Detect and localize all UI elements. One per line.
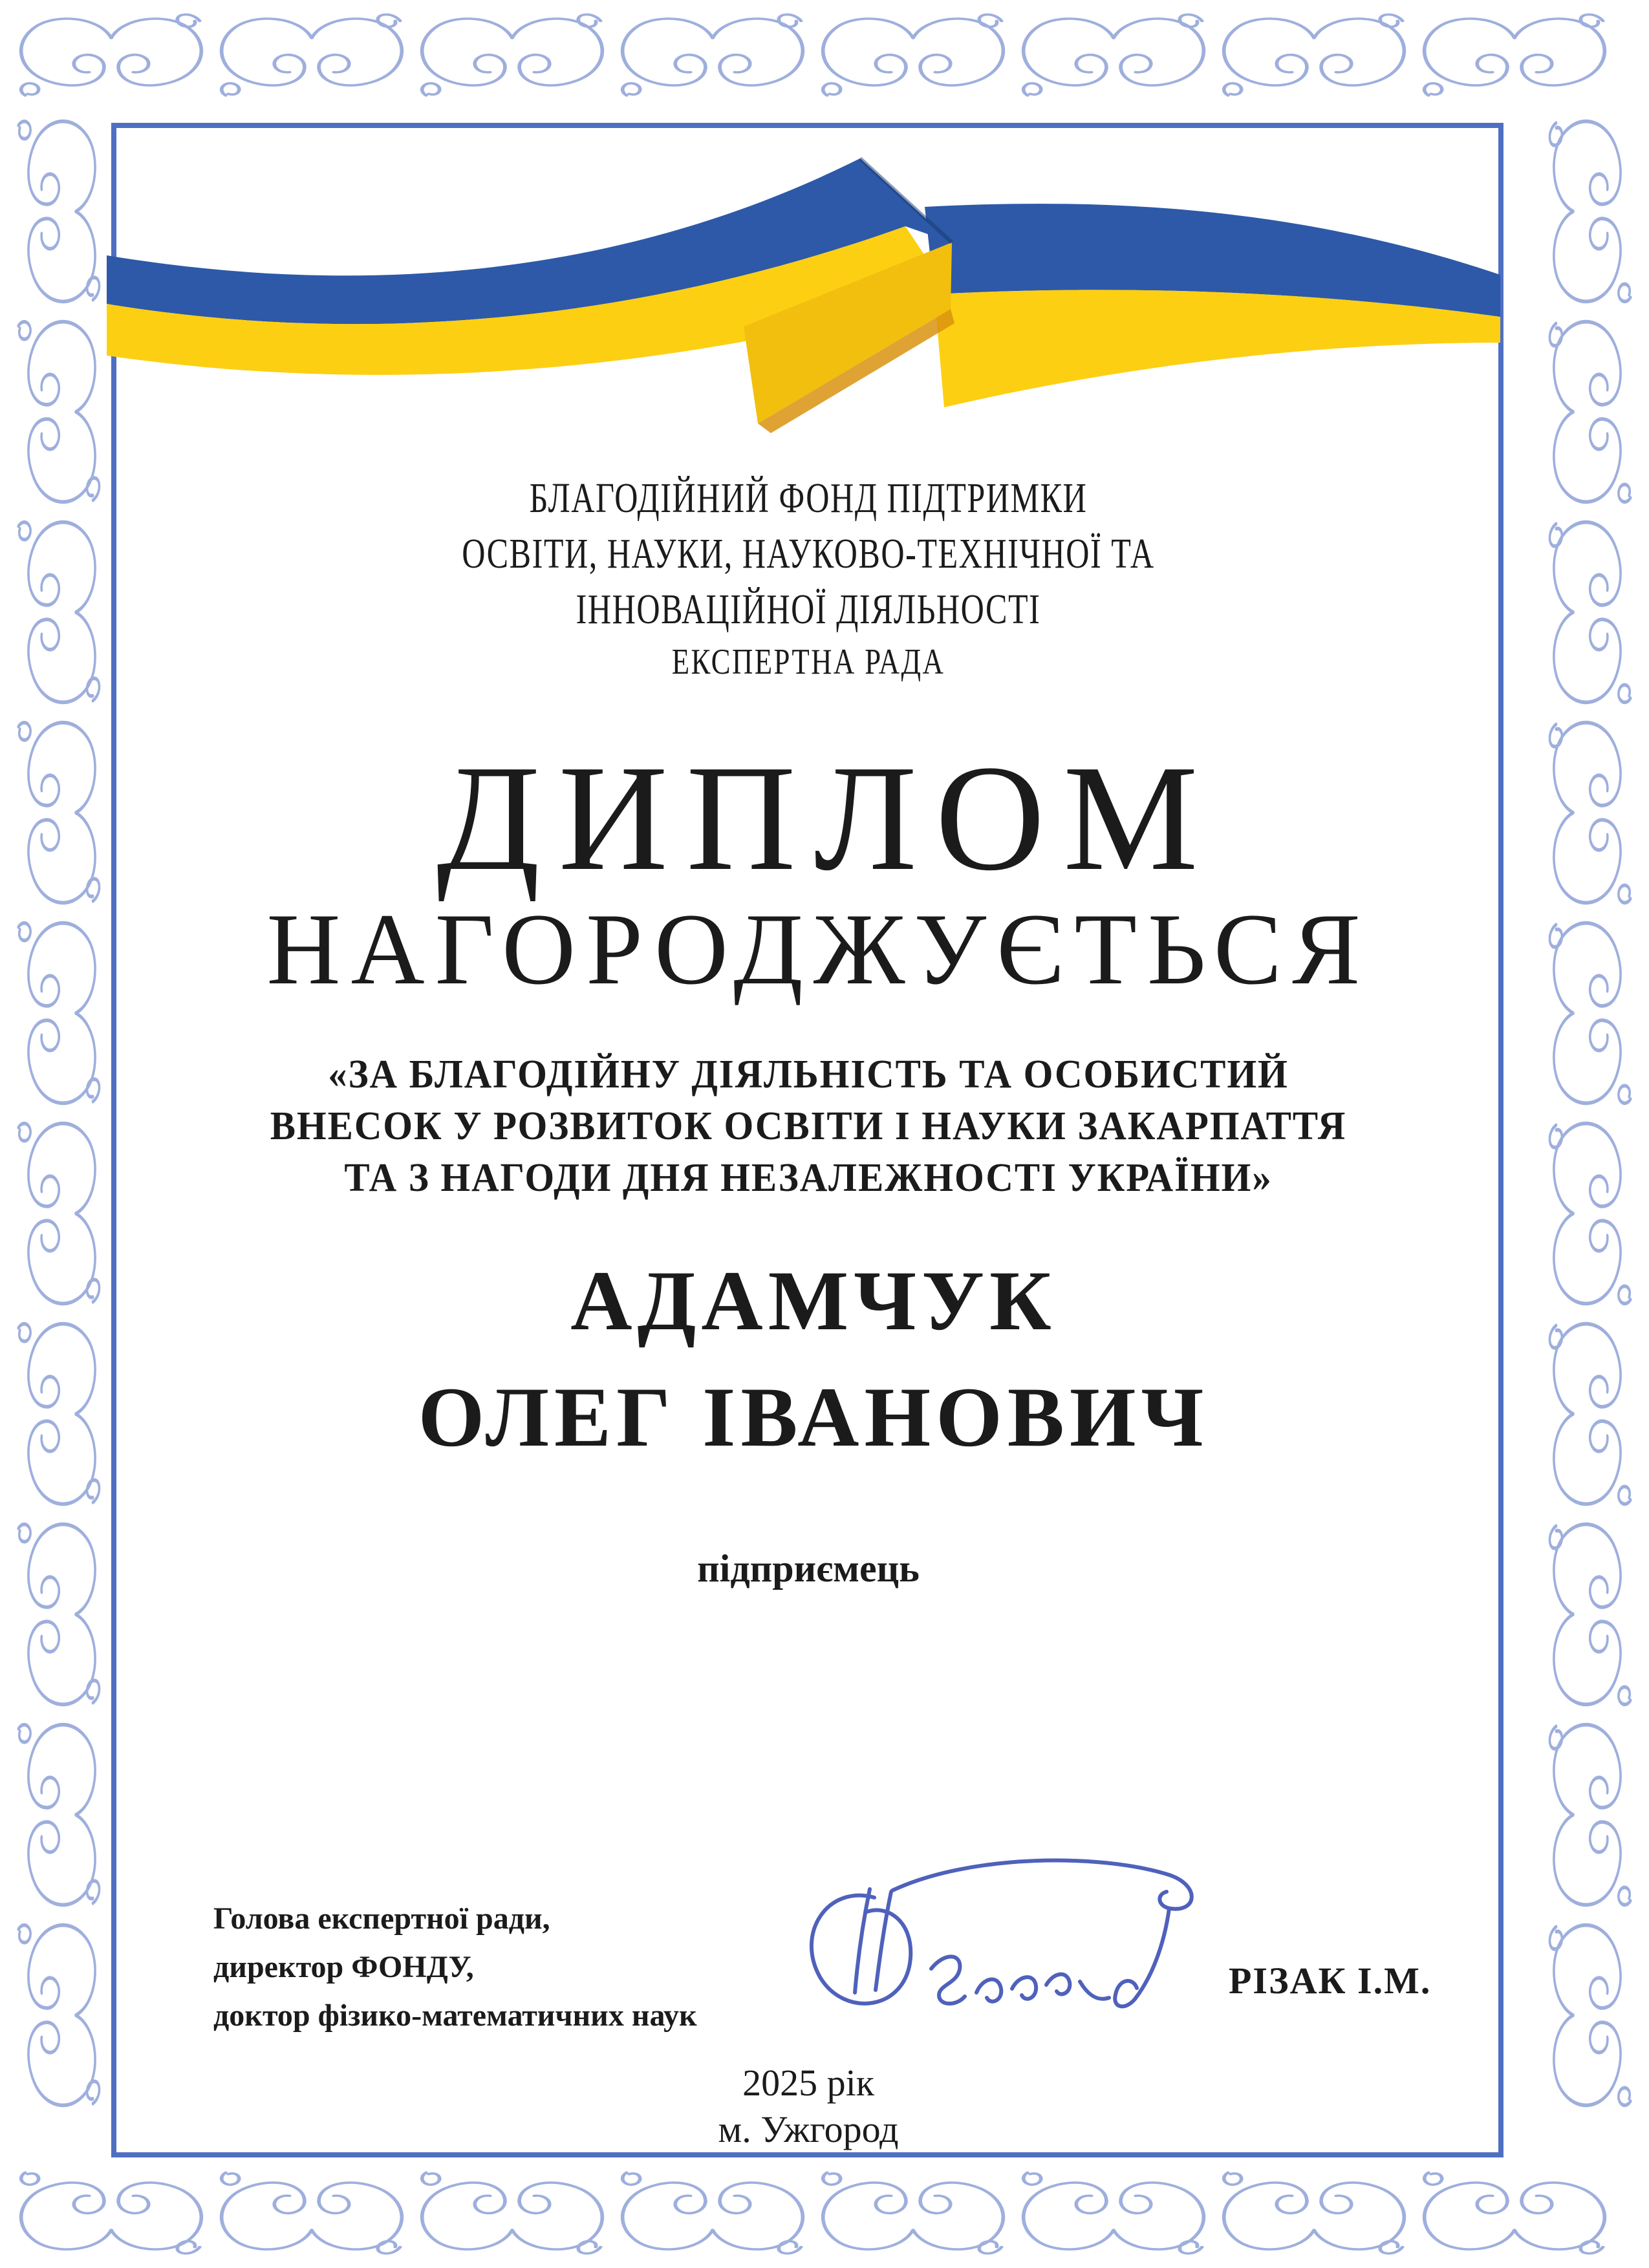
diploma-title: ДИПЛОМ: [436, 734, 1216, 902]
organization-name: [280, 471, 1337, 637]
recipient-surname: АДАМЧУК: [570, 1253, 1057, 1348]
organization-line: ОСВІТИ, НАУКИ, НАУКОВО-ТЕХНІЧНОЇ ТА: [462, 530, 1155, 577]
border-swirl-motif: [623, 2172, 803, 2253]
signatory-titles: [213, 1894, 697, 2040]
border-swirl-motif: [18, 522, 99, 703]
border-swirl-motif: [422, 2172, 603, 2253]
border-swirl-motif: [18, 122, 99, 302]
border-swirl-motif: [222, 14, 402, 95]
border-swirl-motif: [1549, 1324, 1630, 1504]
citation-text: [148, 1049, 1469, 1204]
border-swirl-motif: [1425, 2172, 1605, 2253]
border-swirl-motif: [18, 923, 99, 1104]
border-swirl-motif: [422, 14, 603, 95]
border-swirl-motif: [1549, 923, 1630, 1104]
expert-council-label: ЕКСПЕРТНА РАДА: [671, 642, 945, 682]
citation-line: ВНЕСОК У РОЗВИТОК ОСВІТИ І НАУКИ ЗАКАРПАТТЯ: [270, 1104, 1347, 1148]
recipient-given-names: ОЛЕГ ІВАНОВИЧ: [418, 1369, 1209, 1464]
border-swirl-motif: [1224, 2172, 1405, 2253]
border-swirl-motif: [18, 1725, 99, 1905]
issue-city: м. Ужгород: [718, 2108, 899, 2150]
border-swirl-motif: [1549, 322, 1630, 502]
organization-line: ІННОВАЦІЙНОЇ ДІЯЛЬНОСТІ: [576, 586, 1041, 633]
border-swirl-motif: [1549, 1725, 1630, 1905]
border-swirl-motif: [21, 14, 202, 95]
border-swirl-motif: [823, 2172, 1004, 2253]
border-swirl-motif: [1549, 122, 1630, 302]
border-swirl-motif: [1224, 14, 1405, 95]
border-swirl-motif: [1425, 14, 1605, 95]
issue-year: 2025 рік: [742, 2062, 874, 2104]
ribbon-right-yellow: [934, 290, 1500, 407]
border-swirl-motif: [1549, 522, 1630, 703]
organization-line: БЛАГОДІЙНИЙ ФОНД ПІДТРИМКИ: [529, 475, 1088, 522]
signatory-title-line: Голова експертної ради,: [213, 1901, 550, 1936]
signatory-name: РІЗАК І.М.: [1229, 1960, 1432, 2002]
border-swirl-motif: [18, 723, 99, 903]
awarded-subtitle: НАГОРОДЖУЄТЬСЯ: [266, 893, 1371, 1006]
border-swirl-motif: [1549, 1124, 1630, 1304]
citation-line: ТА З НАГОДИ ДНЯ НЕЗАЛЕЖНОСТІ УКРАЇНИ»: [344, 1156, 1273, 1200]
border-swirl-motif: [1549, 1524, 1630, 1705]
border-swirl-motif: [1549, 723, 1630, 903]
border-swirl-motif: [1549, 1925, 1630, 2106]
signature: [737, 1849, 1255, 2043]
border-swirl-motif: [18, 1524, 99, 1705]
border-swirl-motif: [18, 322, 99, 502]
border-swirl-motif: [1024, 14, 1204, 95]
border-swirl-motif: [623, 14, 803, 95]
border-swirl-motif: [18, 1124, 99, 1304]
signatory-title-line: доктор фізико-математичних наук: [213, 1998, 697, 2033]
border-swirl-motif: [18, 1925, 99, 2106]
border-swirl-motif: [21, 2172, 202, 2253]
border-swirl-motif: [1024, 2172, 1204, 2253]
border-swirl-motif: [222, 2172, 402, 2253]
signatory-title-line: директор ФОНДУ,: [213, 1950, 474, 1984]
border-swirl-motif: [823, 14, 1004, 95]
recipient-occupation: підприємець: [697, 1547, 920, 1590]
citation-line: «ЗА БЛАГОДІЙНУ ДІЯЛЬНІСТЬ ТА ОСОБИСТИЙ: [328, 1053, 1289, 1097]
border-swirl-motif: [18, 1324, 99, 1504]
